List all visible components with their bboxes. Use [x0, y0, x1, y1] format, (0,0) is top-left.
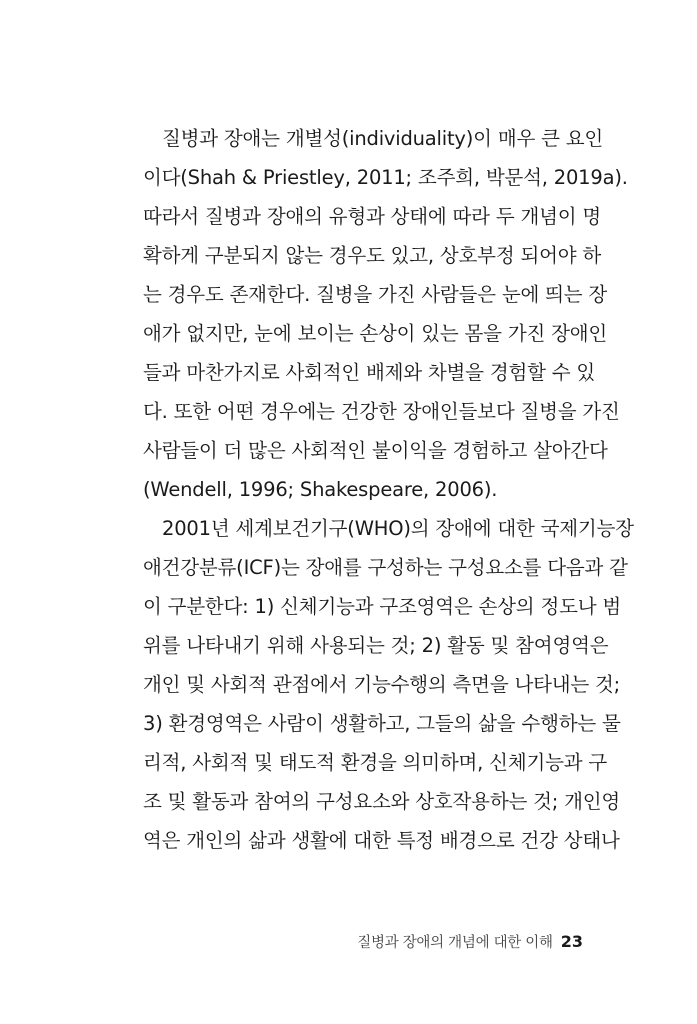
paragraph-2-line-9: 역은 개인의 삶과 생활에 대한 특정 배경으로 건강 상태나 [143, 829, 620, 852]
paragraph-1-line-6: 애가 없지만, 눈에 보이는 손상이 있는 몸을 가진 장애인 [143, 322, 608, 345]
paragraph-1-line-4: 확하게 구분되지 않는 경우도 있고, 상호부정 되어야 하 [143, 244, 602, 267]
page-footer [357, 931, 583, 953]
body-text [143, 119, 634, 860]
paragraph-2-line-6: 3) 환경영역은 사람이 생활하고, 그들의 삶을 수행하는 물 [143, 712, 621, 735]
paragraph-2-line-2: 애건강분류(ICF)는 장애를 구성하는 구성요소를 다음과 같 [143, 556, 628, 579]
running-title: 질병과 장애의 개념에 대한 이해 [357, 935, 553, 951]
paragraph-1-line-1: 질병과 장애는 개별성(individuality)이 매우 큰 요인 [162, 127, 604, 150]
paragraph-2-line-5: 개인 및 사회적 관점에서 기능수행의 측면을 나타내는 것; [143, 673, 621, 696]
paragraph-2-line-1: 2001년 세계보건기구(WHO)의 장애에 대한 국제기능장 [162, 517, 634, 540]
paragraph-1-line-10: (Wendell, 1996; Shakespeare, 2006). [143, 478, 498, 501]
paragraph-2-line-4: 위를 나타내기 위해 사용되는 것; 2) 활동 및 참여영역은 [143, 634, 609, 657]
page-number: 23 [560, 932, 583, 951]
paragraph-1-line-8: 다. 또한 어떤 경우에는 건강한 장애인들보다 질병을 가진 [143, 400, 620, 423]
paragraph-1-line-3: 따라서 질병과 장애의 유형과 상태에 따라 두 개념이 명 [143, 205, 602, 228]
paragraph-2-line-7: 리적, 사회적 및 태도적 환경을 의미하며, 신체기능과 구 [143, 751, 608, 774]
paragraph-2-line-8: 조 및 활동과 참여의 구성요소와 상호작용하는 것; 개인영 [143, 790, 621, 813]
paragraph-1-line-7: 들과 마찬가지로 사회적인 배제와 차별을 경험할 수 있 [143, 361, 596, 384]
paragraph-1-line-2: 이다(Shah & Priestley, 2011; 조주희, 박문석, 2019a). [143, 166, 628, 189]
paragraph-1-line-5: 는 경우도 존재한다. 질병을 가진 사람들은 눈에 띄는 장 [143, 283, 608, 306]
paragraph-1-line-9: 사람들이 더 많은 사회적인 불이익을 경험하고 살아간다 [143, 439, 608, 462]
paragraph-2-line-3: 이 구분한다: 1) 신체기능과 구조영역은 손상의 정도나 범 [143, 595, 621, 618]
